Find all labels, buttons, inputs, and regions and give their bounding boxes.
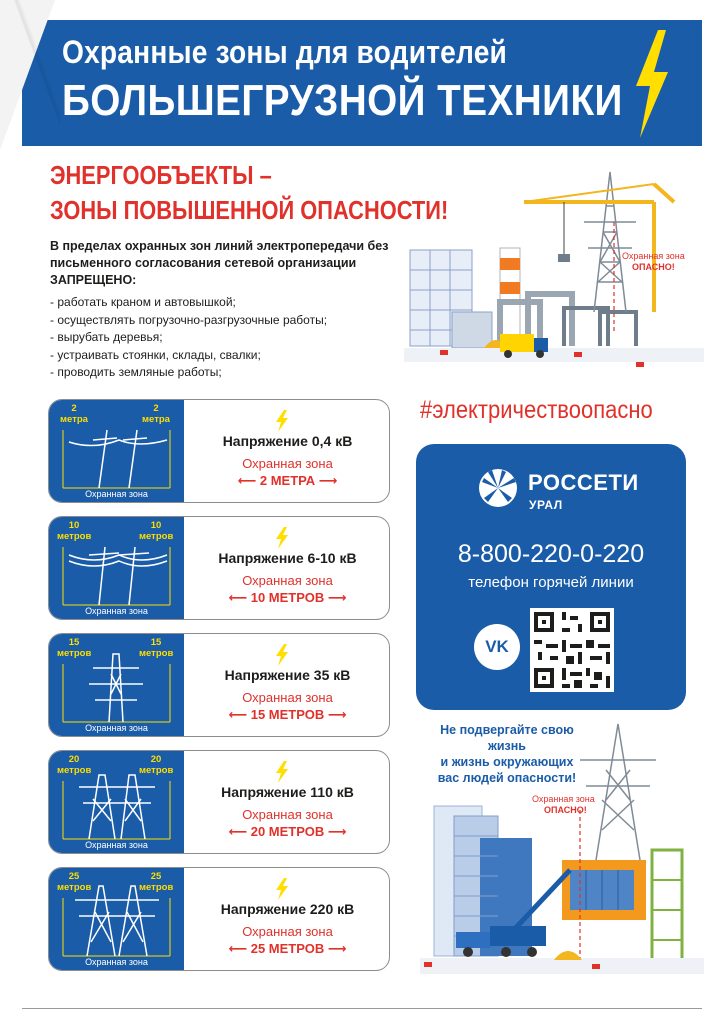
zone-card-6-10kv <box>48 516 390 620</box>
distance-unit: метра <box>60 414 88 425</box>
distance-unit: метров <box>139 765 174 776</box>
safety-warning-line3: вас людей опасности! <box>437 771 577 785</box>
distance-value: 10 <box>150 520 162 531</box>
lightning-bolt-icon <box>275 527 289 549</box>
zone-info <box>184 517 390 620</box>
distance-unit: метров <box>57 648 92 659</box>
zone-width: ⟵ 15 МЕТРОВ ⟶ <box>228 707 347 722</box>
zone-distance-right <box>139 754 173 776</box>
zone-distance-right <box>139 871 173 893</box>
construction-site-illustration <box>404 162 704 382</box>
distance-unit: метров <box>139 648 174 659</box>
rosseti-logo-icon <box>478 468 518 508</box>
construction-site-illustration-bottom <box>420 720 704 980</box>
vk-icon[interactable]: VK <box>474 624 520 670</box>
distance-value: 20 <box>150 754 162 765</box>
distance-value: 15 <box>68 637 80 648</box>
zone-label: Охранная зона <box>622 251 685 261</box>
zone-diagram <box>49 868 184 971</box>
zone-label: Охранная зона <box>532 794 595 804</box>
distance-unit: метра <box>142 414 170 425</box>
zone-voltage: Напряжение 0,4 кВ <box>222 433 353 449</box>
zone-distance-left <box>57 403 91 425</box>
prohibition-item: - работать краном и автовышкой; <box>50 294 327 312</box>
distance-unit: метров <box>139 531 174 542</box>
zone-warning: ОПАСНО! <box>632 262 675 272</box>
zone-caption: Охранная зона <box>242 924 333 939</box>
zone-diagram <box>49 751 184 854</box>
distance-value: 25 <box>150 871 162 882</box>
distance-unit: метров <box>57 531 92 542</box>
zone-info <box>184 751 390 854</box>
zone-voltage: Напряжение 35 кВ <box>224 667 351 683</box>
zone-info <box>184 868 390 971</box>
zone-diagram-label: Охранная зона <box>85 957 148 967</box>
zone-card-220kv <box>48 867 390 971</box>
distance-unit: метров <box>57 765 92 776</box>
hashtag: #электричествоопасно <box>420 396 653 424</box>
safety-warning-line2: и жизнь окружающих <box>440 755 574 769</box>
zone-card-35kv <box>48 633 390 737</box>
prohibition-intro: В пределах охранных зон линий электропередачи без письменного согласования сетевой организации ЗАПРЕЩЕНО: <box>50 239 389 287</box>
prohibition-item: - устраивать стоянки, склады, свалки; <box>50 347 327 365</box>
prohibition-item: - осуществлять погрузочно-разгрузочные работы; <box>50 312 327 330</box>
lightning-bolt-icon <box>275 644 289 666</box>
distance-value: 10 <box>68 520 80 531</box>
zone-info <box>184 634 390 737</box>
danger-heading-line2: ЗОНЫ ПОВЫШЕННОЙ ОПАСНОСТИ! <box>50 195 449 225</box>
rosseti-contact-card <box>416 444 686 710</box>
prohibition-list <box>50 294 327 382</box>
danger-heading-line1: ЭНЕРГООБЪЕКТЫ – <box>50 160 272 190</box>
zone-distance-left <box>57 754 91 776</box>
brand-region: УРАЛ <box>529 498 563 512</box>
header-title-line2: БОЛЬШЕГРУЗНОЙ ТЕХНИКИ <box>62 76 623 125</box>
zone-distance-right <box>139 637 173 659</box>
zone-warning: ОПАСНО! <box>544 805 587 815</box>
prohibition-item: - проводить земляные работы; <box>50 364 327 382</box>
footer-divider <box>22 1008 702 1009</box>
zone-caption: Охранная зона <box>242 456 333 471</box>
zone-diagram-label: Охранная зона <box>85 606 148 616</box>
distance-value: 2 <box>153 403 159 414</box>
zone-caption: Охранная зона <box>242 690 333 705</box>
hotline-caption: телефон горячей линии <box>468 574 634 591</box>
zone-width: ⟵ 2 МЕТРА ⟶ <box>237 473 338 488</box>
distance-unit: метров <box>57 882 92 893</box>
prohibition-item: - вырубать деревья; <box>50 329 327 347</box>
zone-width: ⟵ 10 МЕТРОВ ⟶ <box>228 590 347 605</box>
header-title-line1: Охранные зоны для водителей <box>62 34 508 70</box>
safety-warning-line1: Не подвергайте свою жизнь <box>440 723 574 753</box>
zone-diagram-label: Охранная зона <box>85 489 148 499</box>
lightning-bolt-icon <box>275 878 289 900</box>
zone-diagram <box>49 517 184 620</box>
lightning-bolt-icon <box>628 30 672 138</box>
zone-voltage: Напряжение 6-10 кВ <box>218 550 357 566</box>
distance-value: 2 <box>71 403 77 414</box>
zone-width: ⟵ 20 МЕТРОВ ⟶ <box>228 824 347 839</box>
distance-unit: метров <box>139 882 174 893</box>
distance-value: 20 <box>68 754 80 765</box>
zone-distance-left <box>57 520 91 542</box>
zone-diagram <box>49 400 184 503</box>
brand-name: РОССЕТИ <box>528 470 639 495</box>
qr-code[interactable] <box>530 608 614 692</box>
lightning-bolt-icon <box>275 761 289 783</box>
zone-width: ⟵ 25 МЕТРОВ ⟶ <box>228 941 347 956</box>
zone-card-0-4kv <box>48 399 390 503</box>
zone-caption: Охранная зона <box>242 573 333 588</box>
zone-distance-right <box>139 403 173 425</box>
header-banner <box>22 20 702 146</box>
page-corner-shadow <box>0 0 60 155</box>
lightning-bolt-icon <box>275 410 289 432</box>
distance-value: 15 <box>150 637 162 648</box>
zone-diagram-label: Охранная зона <box>85 723 148 733</box>
zone-distance-left <box>57 637 91 659</box>
zone-diagram <box>49 634 184 737</box>
zone-voltage: Напряжение 110 кВ <box>221 784 354 800</box>
zone-card-110kv <box>48 750 390 854</box>
zone-info <box>184 400 390 503</box>
zone-distance-left <box>57 871 91 893</box>
zone-diagram-label: Охранная зона <box>85 840 148 850</box>
zone-voltage: Напряжение 220 кВ <box>220 901 355 917</box>
zone-distance-right <box>139 520 173 542</box>
hotline-phone[interactable]: 8-800-220-0-220 <box>457 540 645 568</box>
zone-caption: Охранная зона <box>242 807 333 822</box>
distance-value: 25 <box>68 871 80 882</box>
